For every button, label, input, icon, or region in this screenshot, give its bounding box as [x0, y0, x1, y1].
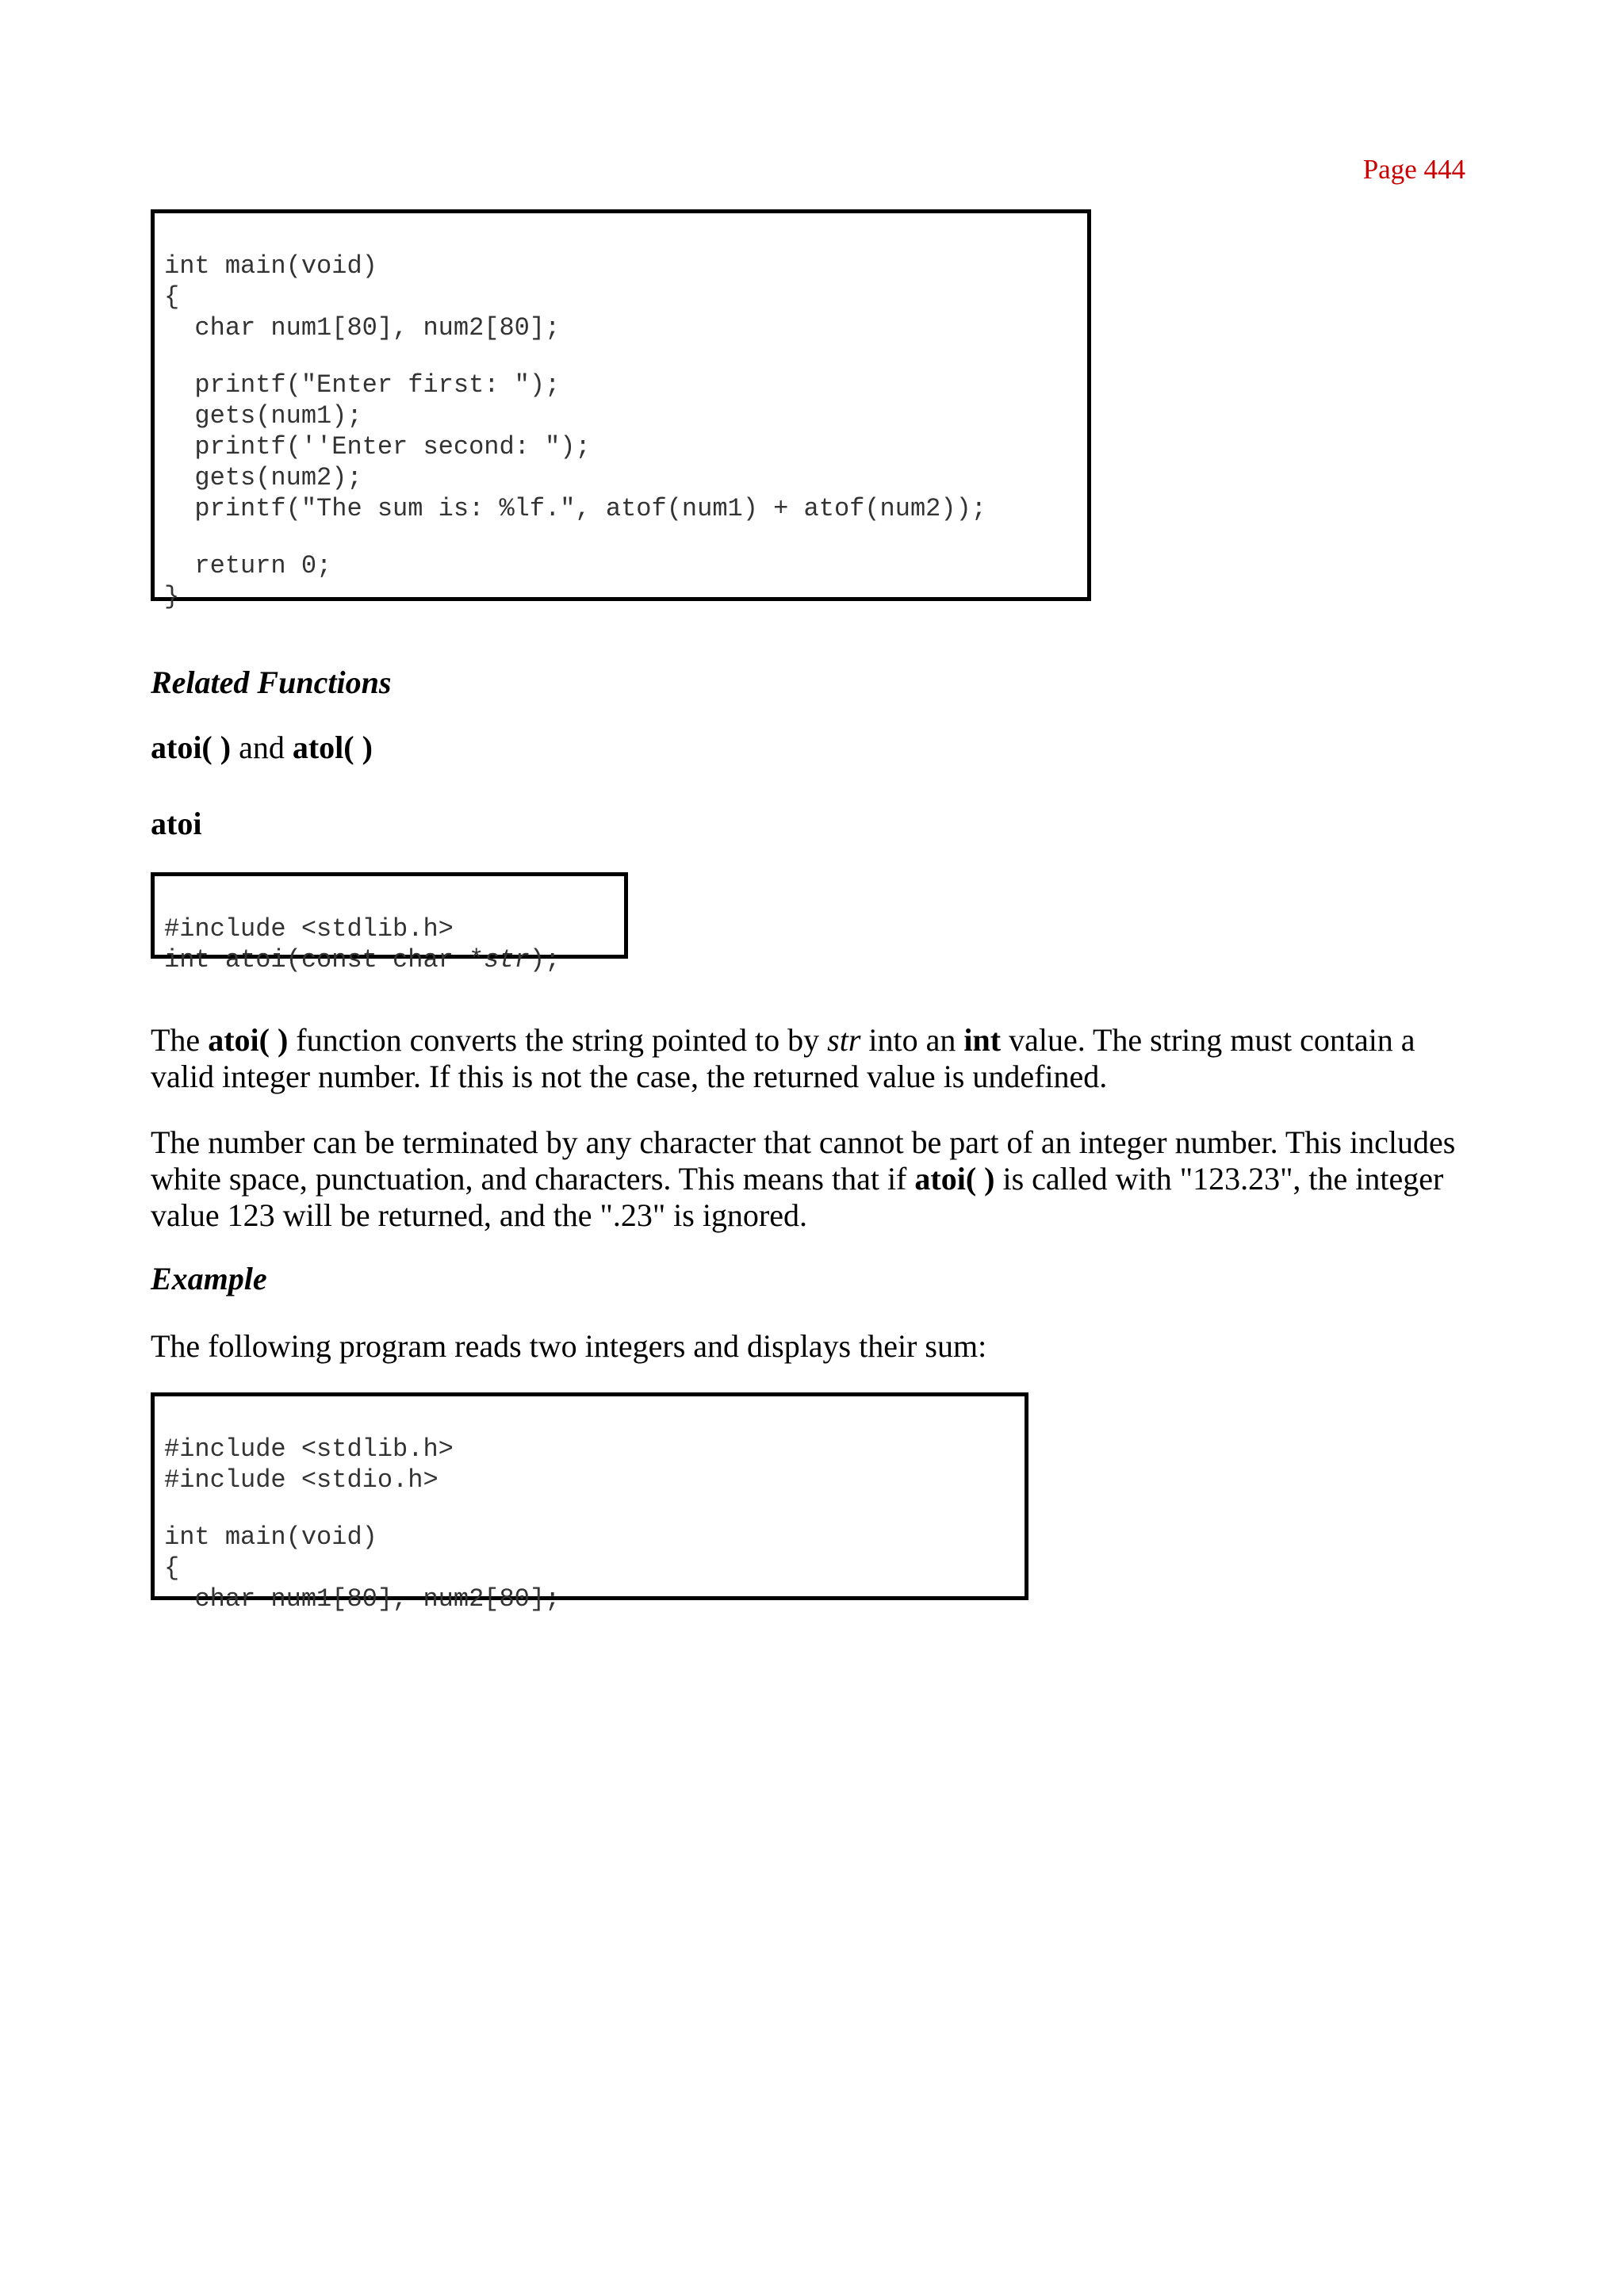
code-line: } — [164, 582, 180, 611]
code-blank-line — [164, 343, 1078, 370]
text-run: value. The string must contain a valid integer number. If this is not the case, the returned value is undefined. — [151, 1022, 1415, 1094]
code-block-atof-example — [151, 209, 1091, 611]
code-line: gets(num1); — [164, 401, 362, 431]
code-line: gets(num2); — [164, 463, 362, 492]
param-name: str — [827, 1022, 861, 1058]
code-line: int main(void) — [164, 1522, 377, 1552]
code-line: { — [164, 1553, 180, 1583]
related-fn-atol: atol( ) — [292, 730, 373, 765]
function-name: atoi( ) — [208, 1022, 289, 1058]
function-name: atoi( ) — [914, 1161, 995, 1197]
related-fn-atoi: atoi( ) — [151, 730, 232, 765]
example-intro: The following program reads two integers and displays their sum: — [151, 1328, 987, 1364]
prototype-block — [151, 872, 628, 975]
prototype-signature — [164, 944, 615, 975]
related-functions-list — [151, 730, 373, 766]
related-conjunction: and — [231, 730, 293, 765]
page-number: Page 444 — [1362, 154, 1465, 185]
code-line: #include <stdio.h> — [164, 1465, 439, 1495]
example-heading: Example — [151, 1261, 267, 1296]
code-line: printf("The sum is: %lf.", atof(num1) + atof(num2)); — [164, 494, 986, 523]
signature-param: str — [484, 945, 530, 975]
code-block-atoi-example — [151, 1392, 1028, 1614]
related-functions-heading: Related Functions — [151, 664, 392, 700]
text-run: is called with "123.23", the integer value 123 will be returned, and the ".23" is ignored. — [151, 1161, 1444, 1233]
text-run: The — [151, 1022, 209, 1058]
code-line: char num1[80], num2[80]; — [164, 1584, 561, 1614]
text-run: The number can be terminated by any character that cannot be part of an integer number. This includes white space, punctuation, and characters. This means that if — [151, 1124, 1456, 1197]
signature-prefix: int atoi(const char * — [164, 945, 485, 975]
description-paragraph-1 — [151, 1022, 1467, 1095]
code-line: printf(''Enter second: "); — [164, 432, 591, 461]
code-line: #include <stdlib.h> — [164, 1434, 454, 1464]
code-line: int main(void) — [164, 251, 377, 281]
code-line: printf("Enter first: "); — [164, 370, 561, 400]
text-run: function converts the string pointed to by — [288, 1022, 828, 1058]
type-name: int — [963, 1022, 1002, 1058]
function-heading: atoi — [151, 806, 202, 841]
prototype-include: #include <stdlib.h> — [164, 914, 454, 944]
code-line: char num1[80], num2[80]; — [164, 313, 561, 343]
signature-suffix: ); — [529, 945, 561, 975]
text-run: into an — [860, 1022, 964, 1058]
code-line: return 0; — [164, 551, 332, 580]
code-blank-line — [164, 1496, 1015, 1522]
code-blank-line — [164, 524, 1078, 550]
description-paragraph-2 — [151, 1124, 1467, 1234]
code-line: { — [164, 282, 180, 312]
